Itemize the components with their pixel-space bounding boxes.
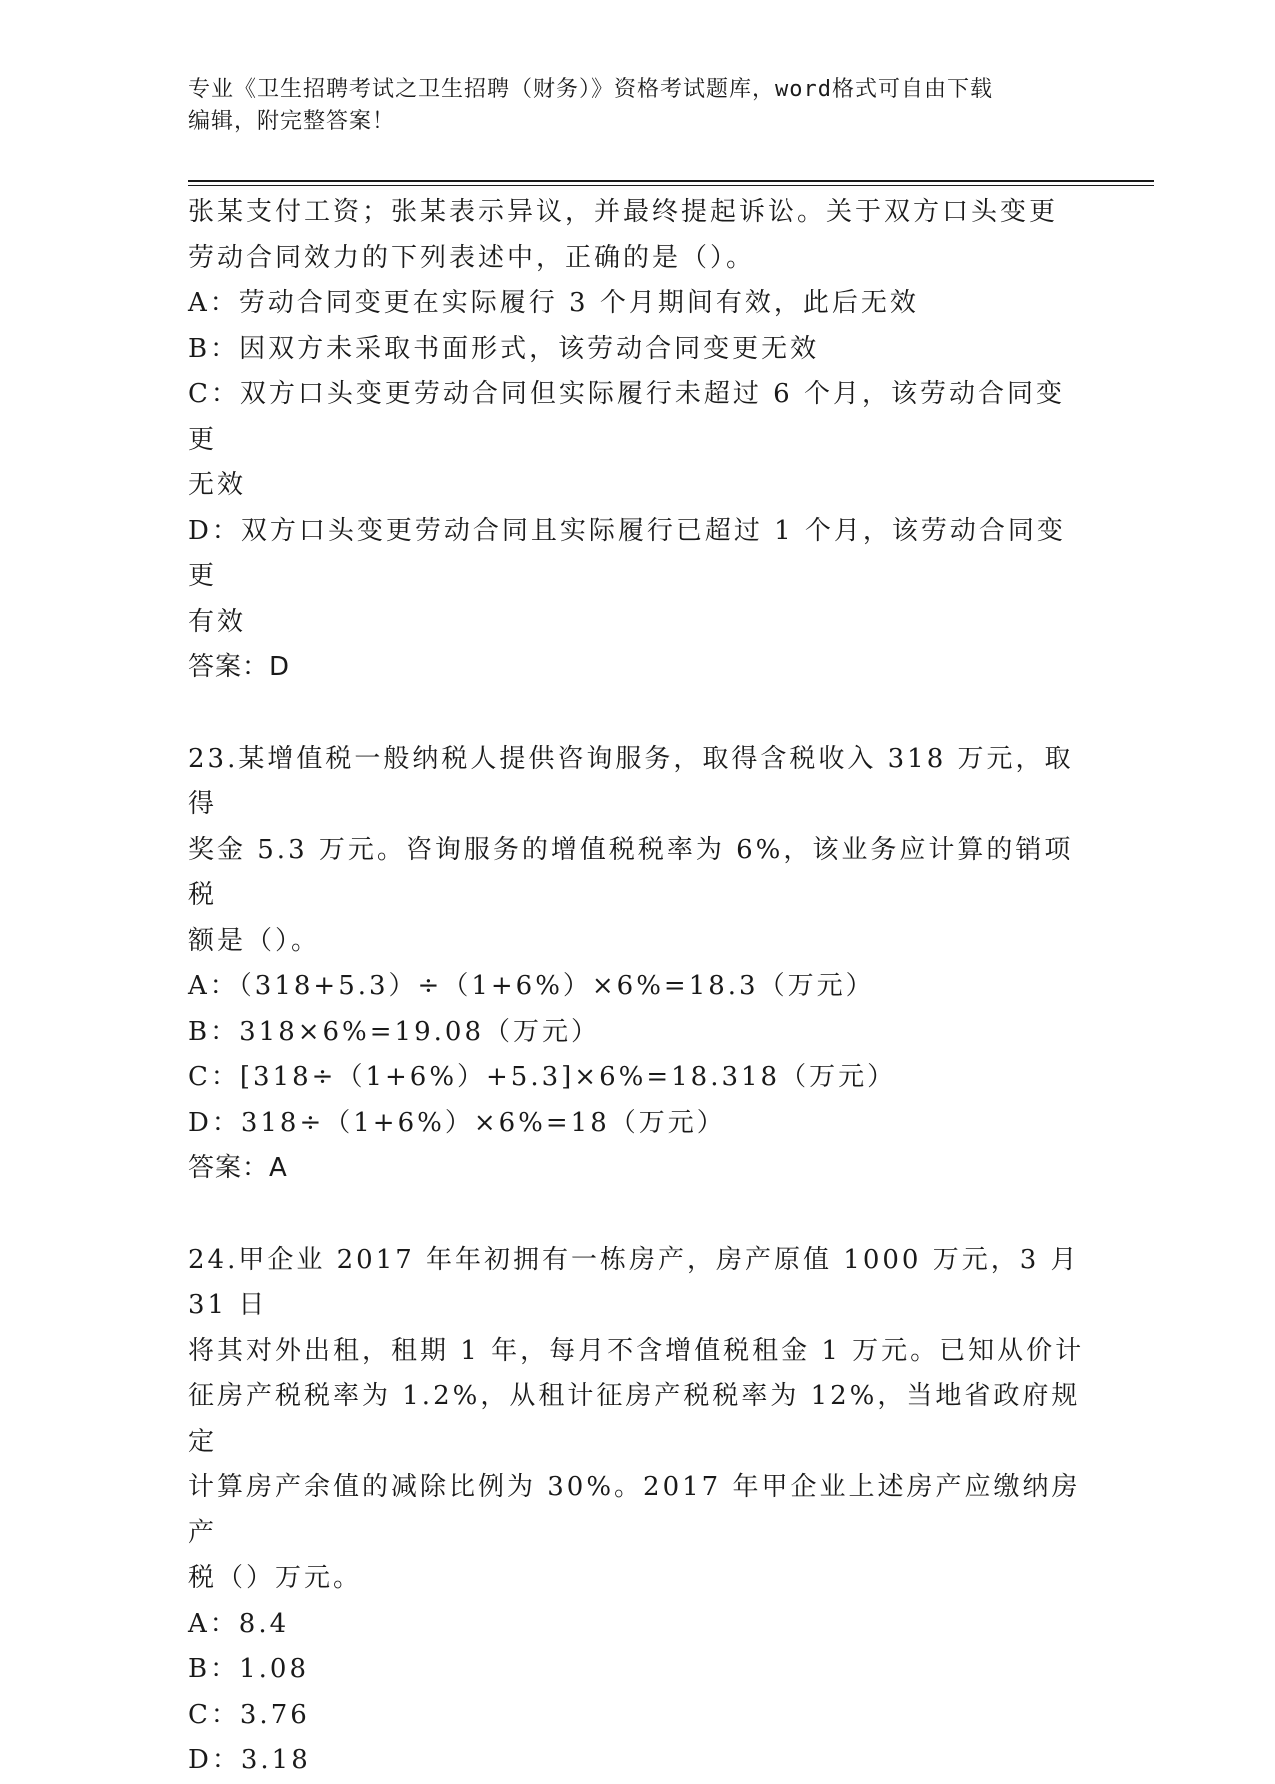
option-b: B：1.08 [188,1654,309,1684]
option-c: C：[318÷（1+6%）+5.3]×6%=18.318（万元） [188,1062,897,1092]
option-d: D：双方口头变更劳动合同且实际履行已超过 1 个月，该劳动合同变更 [188,515,1066,591]
header-divider-thin [188,185,1154,186]
option-a: A：（318+5.3）÷（1+6%）×6%=18.3（万元） [188,971,875,1001]
question-spacer [188,1192,1088,1238]
question-stem-line: 奖金 5.3 万元。咨询服务的增值税税率为 6%，该业务应计算的销项税 [188,834,1074,910]
answer-line: 答案：D [188,652,291,682]
option-c: C：双方口头变更劳动合同但实际履行未超过 6 个月，该劳动合同变更 [188,379,1065,455]
question-stem-line: 税（）万元。 [188,1563,363,1593]
question-stem-line: 将其对外出租，租期 1 年，每月不含增值税租金 1 万元。已知从价计 [188,1335,1085,1366]
document-body [188,190,1088,1784]
document-header [188,74,1088,138]
question-22 [188,190,1088,691]
option-b: B：因双方未采取书面形式，该劳动合同变更无效 [188,333,820,364]
question-24 [188,1238,1088,1784]
question-stem-line: 征房产税税率为 1.2%，从租计征房产税税率为 12%，当地省政府规定 [188,1381,1081,1457]
option-a: A：劳动合同变更在实际履行 3 个月期间有效，此后无效 [188,288,919,318]
question-stem-line: 张某支付工资；张某表示异议，并最终提起诉讼。关于双方口头变更 [188,197,1059,227]
question-stem-line: 劳动合同效力的下列表述中，正确的是（）。 [188,242,756,273]
question-spacer [188,691,1088,737]
option-d: D：318÷（1+6%）×6%=18（万元） [188,1107,726,1138]
question-stem-line: 23.某增值税一般纳税人提供咨询服务，取得含税收入 318 万元，取得 [188,743,1074,819]
option-c: C：3.76 [188,1699,310,1730]
header-line-2: 编辑，附完整答案！ [188,109,396,134]
option-a: A：8.4 [188,1608,290,1639]
question-23 [188,737,1088,1192]
header-line-1: 专业《卫生招聘考试之卫生招聘（财务）》资格考试题库，word格式可自由下载 [188,77,993,102]
question-stem-line: 额是（）。 [188,925,321,956]
option-d-continued: 有效 [188,606,247,637]
option-d: D：3.18 [188,1745,311,1775]
header-divider-thick [188,180,1154,182]
question-stem-line: 24.甲企业 2017 年年初拥有一栋房产，房产原值 1000 万元，3 月 31 日 [188,1244,1080,1320]
option-b: B：318×6%=19.08（万元） [188,1016,600,1047]
option-c-continued: 无效 [188,470,247,500]
answer-line: 答案：A [188,1153,288,1183]
question-stem-line: 计算房产余值的减除比例为 30%。2017 年甲企业上述房产应缴纳房产 [188,1472,1081,1548]
